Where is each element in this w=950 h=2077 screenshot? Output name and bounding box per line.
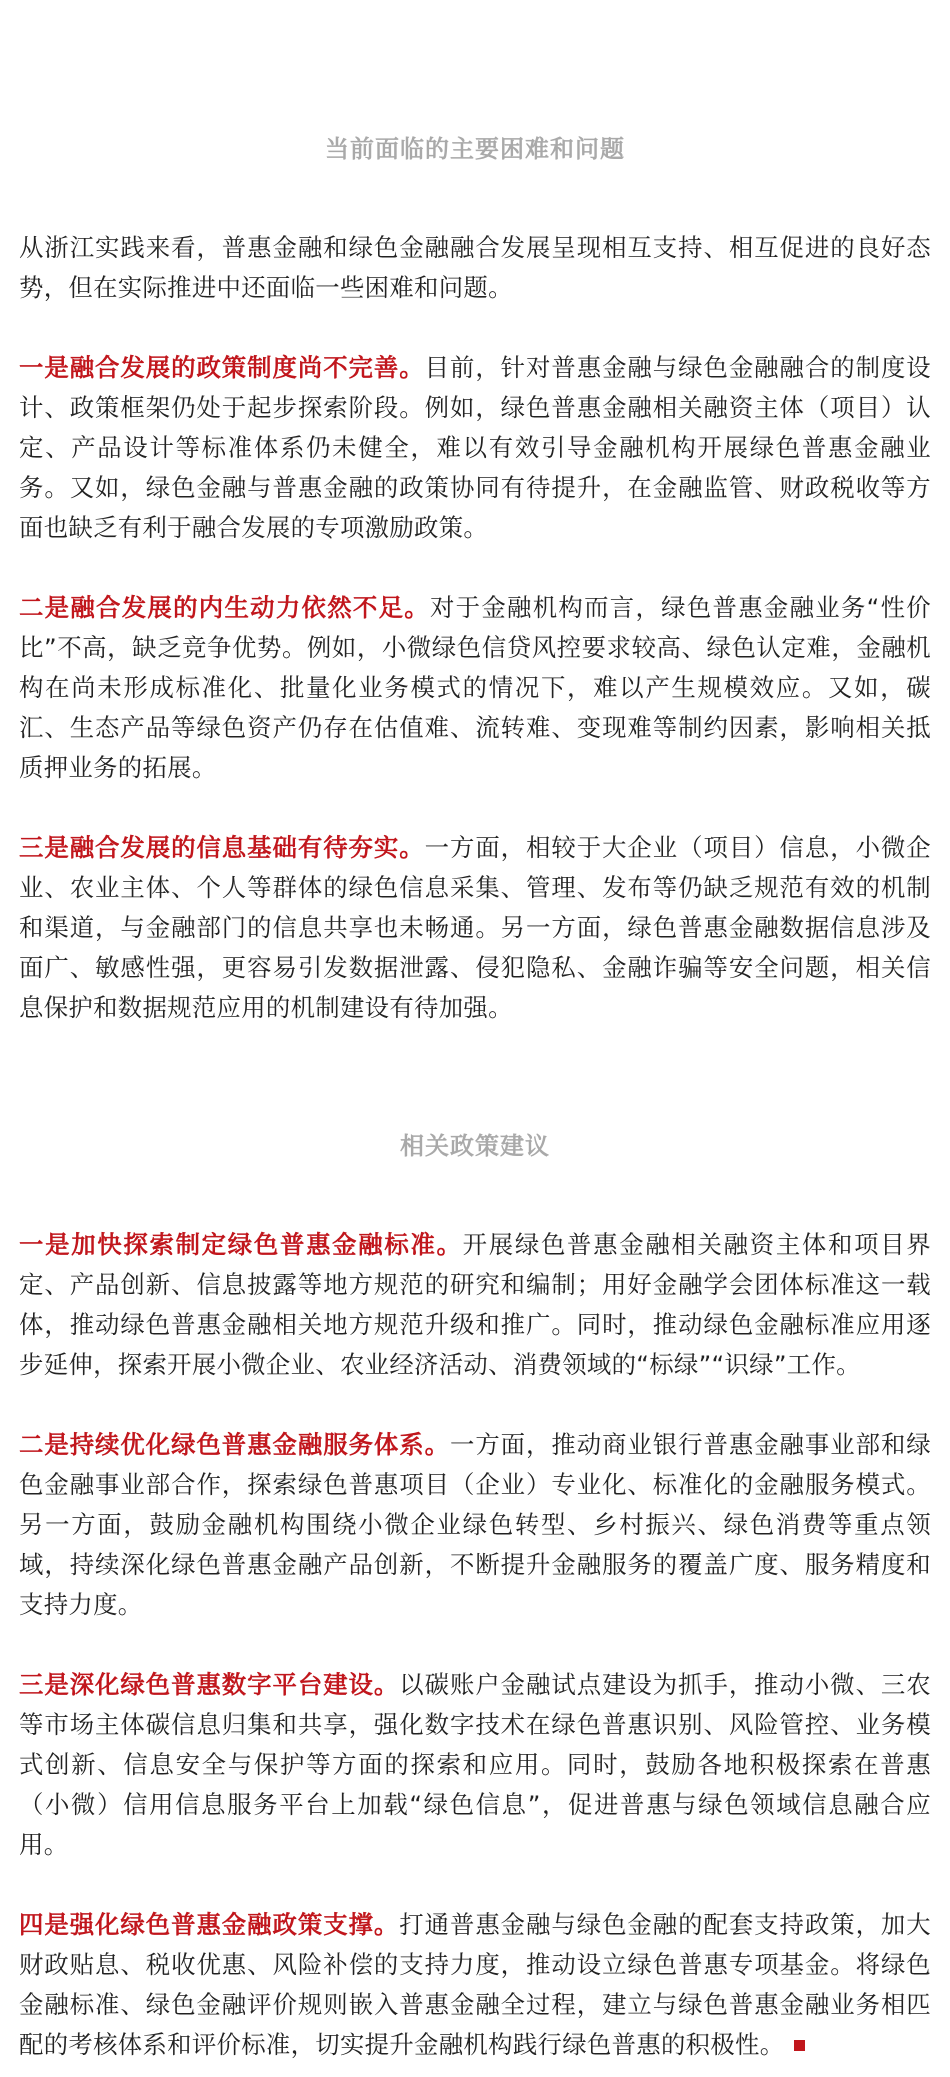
suggestion-body-2: 一方面，推动商业银行普惠金融事业部和绿色金融事业部合作，探索绿色普惠项目（企业）专业化、标准化的金融服务模式。另一方面，鼓励金融机构围绕小微企业绿色转型、乡村振兴、绿色消费等重点领域，持续深化绿色普惠金融产品创新，不断提升金融服务的覆盖广度、服务精度和支持力度。 bbox=[19, 1430, 932, 1619]
section-title-difficulties: 当前面临的主要困难和问题 bbox=[325, 135, 625, 163]
difficulty-item-2 bbox=[19, 588, 931, 788]
suggestion-item-1 bbox=[19, 1225, 931, 1385]
suggestion-item-4 bbox=[19, 1905, 931, 2065]
difficulty-body-3: 一方面，相较于大企业（项目）信息，小微企业、农业主体、个人等群体的绿色信息采集、管理、发布等仍缺乏规范有效的机制和渠道，与金融部门的信息共享也未畅通。另一方面，绿色普惠金融数据信息涉及面广、敏感性强，更容易引发数据泄露、侵犯隐私、金融诈骗等安全问题，相关信息保护和数据规范应用的机制建设有待加强。 bbox=[19, 833, 931, 1022]
difficulty-body-2: 对于金融机构而言，绿色普惠金融业务“性价比”不高，缺乏竞争优势。例如，小微绿色信贷风控要求较高、绿色认定难，金融机构在尚未形成标准化、批量化业务模式的情况下，难以产生规模效应。又如，碳汇、生态产品等绿色资产仍存在估值难、流转难、变现难等制约因素，影响相关抵质押业务的拓展。 bbox=[19, 593, 931, 782]
suggestion-body-1: 开展绿色普惠金融相关融资主体和项目界定、产品创新、信息披露等地方规范的研究和编制；用好金融学会团体标准这一载体，推动绿色普惠金融相关地方规范升级和推广。同时，推动绿色金融标准应用逐步延伸，探索开展小微企业、农业经济活动、消费领域的“标绿”“识绿”工作。 bbox=[19, 1230, 931, 1379]
suggestion-body-4: 打通普惠金融与绿色金融的配套支持政策，加大财政贴息、税收优惠、风险补偿的支持力度，推动设立绿色普惠专项基金。将绿色金融标准、绿色金融评价规则嵌入普惠金融全过程，建立与绿色普惠金融业务相匹配的考核体系和评价标准，切实提升金融机构践行绿色普惠的积极性。 bbox=[19, 1910, 931, 2059]
suggestion-lead-1: 一是加快探索制定绿色普惠金融标准。 bbox=[19, 1230, 463, 1259]
suggestion-item-2 bbox=[19, 1425, 931, 1625]
suggestion-lead-3: 三是深化绿色普惠数字平台建设。 bbox=[19, 1670, 400, 1699]
section-title-suggestions: 相关政策建议 bbox=[400, 1132, 550, 1160]
difficulty-item-1 bbox=[19, 348, 931, 548]
difficulty-lead-1: 一是融合发展的政策制度尚不完善。 bbox=[19, 353, 425, 382]
suggestion-lead-4: 四是强化绿色普惠金融政策支撑。 bbox=[19, 1910, 400, 1939]
difficulty-lead-3: 三是融合发展的信息基础有待夯实。 bbox=[19, 833, 425, 862]
difficulty-lead-2: 二是融合发展的内生动力依然不足。 bbox=[19, 593, 430, 622]
suggestion-item-3 bbox=[19, 1665, 931, 1865]
intro-paragraph: 从浙江实践来看，普惠金融和绿色金融融合发展呈现相互支持、相互促进的良好态势，但在实际推进中还面临一些困难和问题。 bbox=[19, 233, 931, 302]
difficulty-item-3 bbox=[19, 828, 931, 1028]
suggestion-body-3: 以碳账户金融试点建设为抓手，推动小微、三农等市场主体碳信息归集和共享，强化数字技术在绿色普惠识别、风险管控、业务模式创新、信息安全与保护等方面的探索和应用。同时，鼓励各地积极探索在普惠（小微）信用信息服务平台上加载“绿色信息”，促进普惠与绿色领域信息融合应用。 bbox=[19, 1670, 931, 1859]
end-square-icon bbox=[794, 2040, 805, 2051]
suggestion-lead-2: 二是持续优化绿色普惠金融服务体系。 bbox=[19, 1430, 450, 1459]
difficulty-body-1: 目前，针对普惠金融与绿色金融融合的制度设计、政策框架仍处于起步探索阶段。例如，绿色普惠金融相关融资主体（项目）认定、产品设计等标准体系仍未健全，难以有效引导金融机构开展绿色普惠金融业务。又如，绿色金融与普惠金融的政策协同有待提升，在金融监管、财政税收等方面也缺乏有利于融合发展的专项激励政策。 bbox=[19, 353, 931, 542]
